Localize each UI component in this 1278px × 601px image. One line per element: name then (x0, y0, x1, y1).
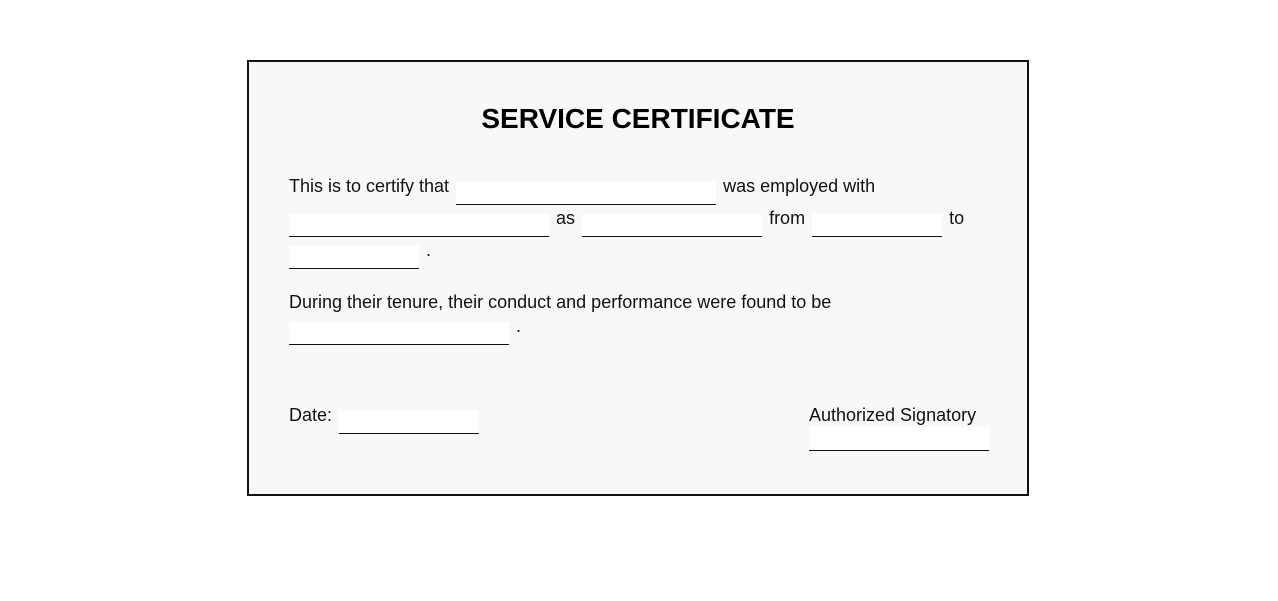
conduct-text: During their tenure, their conduct and performance were found to be (289, 292, 832, 312)
date-label: Date: (289, 405, 333, 425)
date-section (289, 404, 481, 434)
conduct-line (289, 291, 831, 313)
from-date-field[interactable] (812, 214, 942, 237)
employment-line (289, 207, 964, 237)
signatory-label: Authorized Signatory (809, 405, 977, 425)
designation-field[interactable] (582, 214, 762, 237)
certify-text: This is to certify that (289, 176, 450, 196)
to-date-field[interactable] (289, 246, 419, 269)
certify-line (289, 175, 875, 205)
employee-name-field[interactable] (456, 182, 716, 205)
conduct-field[interactable] (289, 322, 509, 345)
signature-field[interactable] (809, 427, 989, 451)
service-certificate (247, 60, 1029, 496)
date-field[interactable] (339, 411, 479, 434)
company-name-field[interactable] (289, 214, 549, 237)
from-text: from (769, 208, 806, 228)
period-text: . (426, 240, 432, 260)
as-text: as (556, 208, 576, 228)
signatory-section (809, 404, 991, 451)
to-text: to (949, 208, 965, 228)
conduct-period-text: . (516, 316, 522, 336)
conduct-value-line (289, 315, 521, 345)
end-date-line (289, 239, 431, 269)
employed-with-text: was employed with (723, 176, 876, 196)
certificate-title: SERVICE CERTIFICATE (481, 103, 795, 134)
